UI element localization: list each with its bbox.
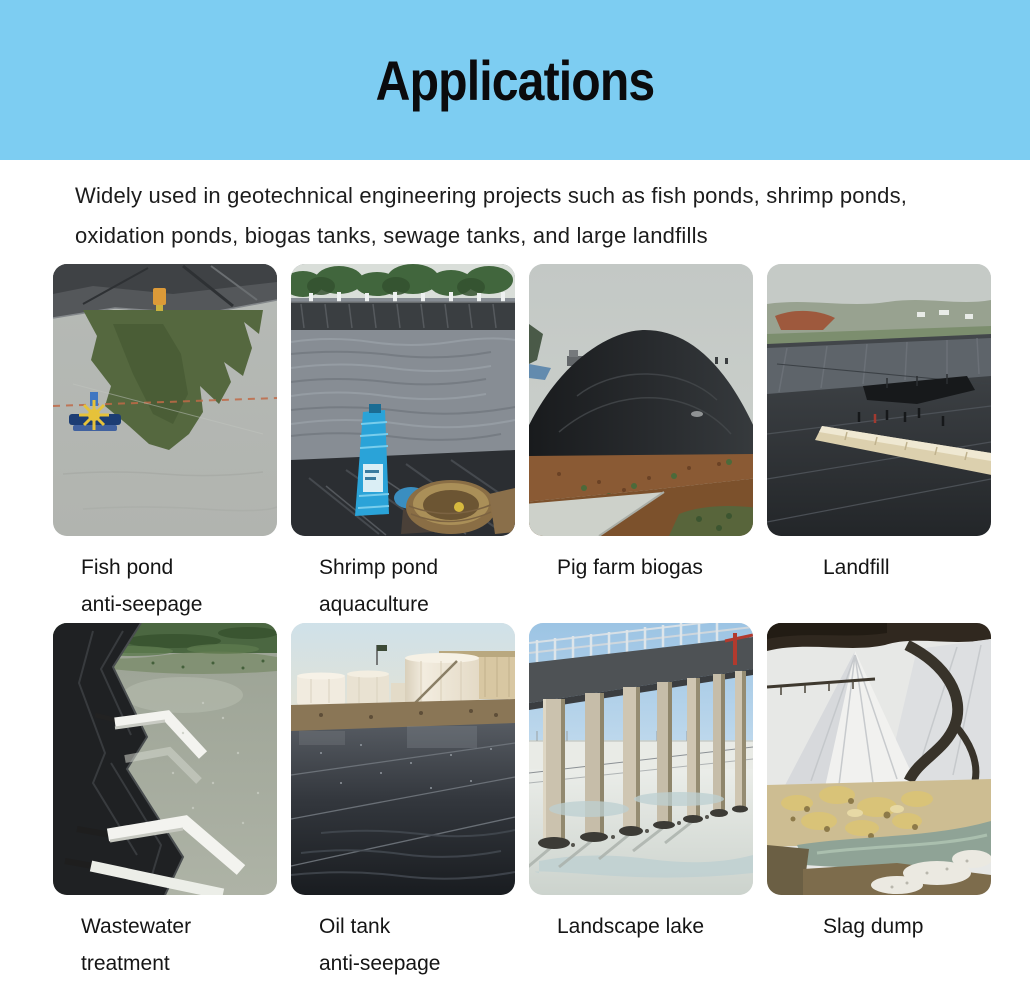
- intro-line-2: oxidation ponds, biogas tanks, sewage tanks, and large landfills: [75, 223, 708, 248]
- application-card-wastewater: [53, 623, 277, 982]
- intro-line-1: Widely used in geotechnical engineering projects such as fish ponds, shrimp ponds,: [75, 183, 908, 208]
- caption-line: aquaculture: [319, 593, 429, 616]
- caption-line: anti-seepage: [319, 952, 441, 975]
- page-title: Applications: [375, 48, 655, 112]
- photo-caption: [53, 895, 277, 982]
- oil-tank-photo: [291, 623, 515, 895]
- shrimp-pond-photo: [291, 264, 515, 536]
- photo-caption: [291, 536, 515, 623]
- photo-caption: [529, 536, 753, 623]
- application-card-shrimp-pond: [291, 264, 515, 623]
- slag-dump-photo: [767, 623, 991, 895]
- caption-line: treatment: [81, 952, 170, 975]
- photo-caption: [767, 536, 991, 623]
- photo-caption: [767, 895, 991, 982]
- pig-farm-biogas-photo: [529, 264, 753, 536]
- photo-caption: [529, 895, 753, 982]
- caption-line: Slag dump: [823, 915, 924, 938]
- photo-caption: [53, 536, 277, 623]
- fish-pond-photo: [53, 264, 277, 536]
- photo-caption: [291, 895, 515, 982]
- caption-line: Landscape lake: [557, 915, 705, 938]
- application-card-slag-dump: [767, 623, 991, 982]
- landfill-photo: [767, 264, 991, 536]
- caption-line: Shrimp pond: [319, 556, 439, 579]
- caption-line: anti-seepage: [81, 593, 203, 616]
- application-card-landfill: [767, 264, 991, 623]
- application-card-landscape-lake: [529, 623, 753, 982]
- caption-line: Fish pond: [81, 556, 174, 579]
- application-card-pig-farm-biogas: [529, 264, 753, 623]
- applications-grid: [53, 264, 1030, 982]
- landscape-lake-photo: [529, 623, 753, 895]
- wastewater-photo: [53, 623, 277, 895]
- application-card-fish-pond: [53, 264, 277, 623]
- caption-line: Pig farm biogas: [557, 556, 703, 579]
- caption-line: Wastewater: [81, 915, 192, 938]
- caption-line: Oil tank: [319, 915, 391, 938]
- applications-banner: [0, 0, 1030, 160]
- caption-line: Landfill: [823, 556, 890, 579]
- application-card-oil-tank: [291, 623, 515, 982]
- intro-text: [0, 160, 1030, 256]
